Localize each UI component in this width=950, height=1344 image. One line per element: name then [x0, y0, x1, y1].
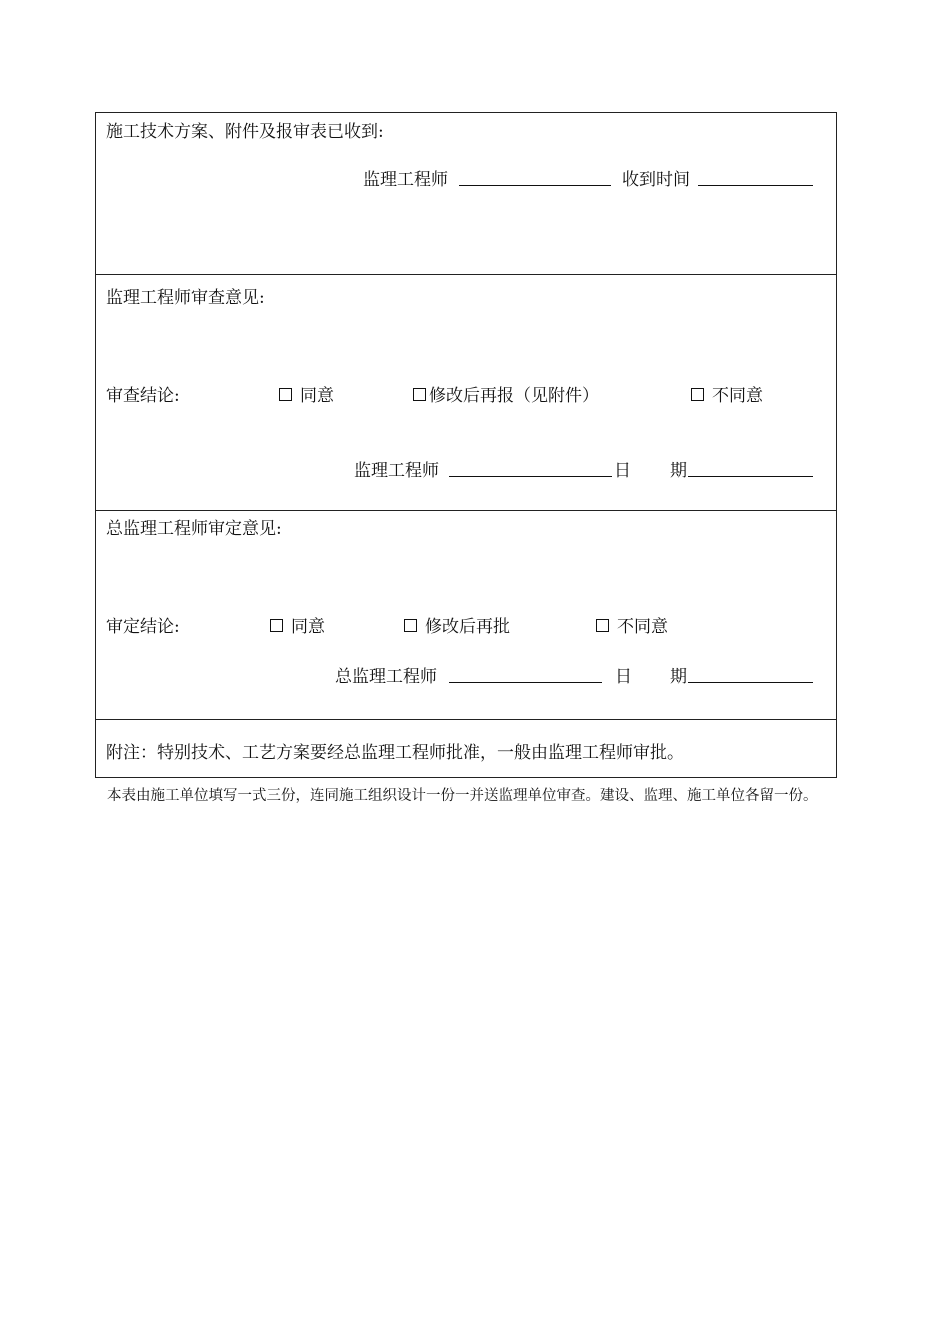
review-date-label-2: 期 [670, 461, 687, 481]
approval-signature-line[interactable] [449, 664, 602, 683]
review-option-revise-label: 修改后再报（见附件） [429, 386, 599, 406]
checkbox-icon[interactable] [279, 388, 292, 401]
received-time-label: 收到时间 [622, 170, 690, 190]
review-signer-label: 监理工程师 [354, 461, 439, 481]
approval-conclusion-label: 审定结论: [106, 617, 180, 637]
review-section [96, 275, 836, 511]
approval-form-table [95, 112, 837, 778]
review-date-label-1: 日 [614, 461, 631, 481]
review-date-line[interactable] [688, 458, 813, 477]
review-option-disagree-label: 不同意 [712, 386, 763, 406]
receipt-engineer-label: 监理工程师 [363, 170, 448, 190]
review-option-revise[interactable] [413, 381, 599, 406]
review-conclusion-label: 审查结论: [106, 386, 180, 406]
note-text: 附注：特别技术、工艺方案要经总监理工程师批准，一般由监理工程师审批。 [106, 743, 684, 763]
checkbox-icon[interactable] [270, 619, 283, 632]
approval-section [96, 511, 836, 720]
approval-date-line[interactable] [688, 664, 813, 683]
checkbox-icon[interactable] [404, 619, 417, 632]
approval-option-disagree-label: 不同意 [617, 617, 668, 637]
approval-signer-label: 总监理工程师 [335, 667, 437, 687]
receipt-engineer-signature-line[interactable] [459, 167, 611, 186]
received-time-line[interactable] [698, 167, 813, 186]
review-option-agree-label: 同意 [300, 386, 334, 406]
approval-option-revise[interactable] [404, 612, 510, 637]
review-signature-line[interactable] [449, 458, 612, 477]
checkbox-icon[interactable] [413, 388, 426, 401]
note-section [96, 720, 836, 777]
approval-date-label-1: 日 [615, 667, 632, 687]
review-heading: 监理工程师审查意见: [106, 288, 265, 308]
approval-option-agree[interactable] [270, 612, 325, 637]
approval-option-disagree[interactable] [596, 612, 668, 637]
checkbox-icon[interactable] [691, 388, 704, 401]
approval-heading: 总监理工程师审定意见: [106, 519, 282, 539]
receipt-heading: 施工技术方案、附件及报审表已收到: [106, 122, 384, 142]
review-option-agree[interactable] [279, 381, 334, 406]
approval-option-revise-label: 修改后再批 [425, 617, 510, 637]
approval-date-label-2: 期 [670, 667, 687, 687]
footnote-text: 本表由施工单位填写一式三份，连同施工组织设计一份一并送监理单位审查。建设、监理、施工单位各留一份。 [107, 788, 818, 804]
review-option-disagree[interactable] [691, 381, 763, 406]
checkbox-icon[interactable] [596, 619, 609, 632]
receipt-section [96, 113, 836, 275]
approval-option-agree-label: 同意 [291, 617, 325, 637]
